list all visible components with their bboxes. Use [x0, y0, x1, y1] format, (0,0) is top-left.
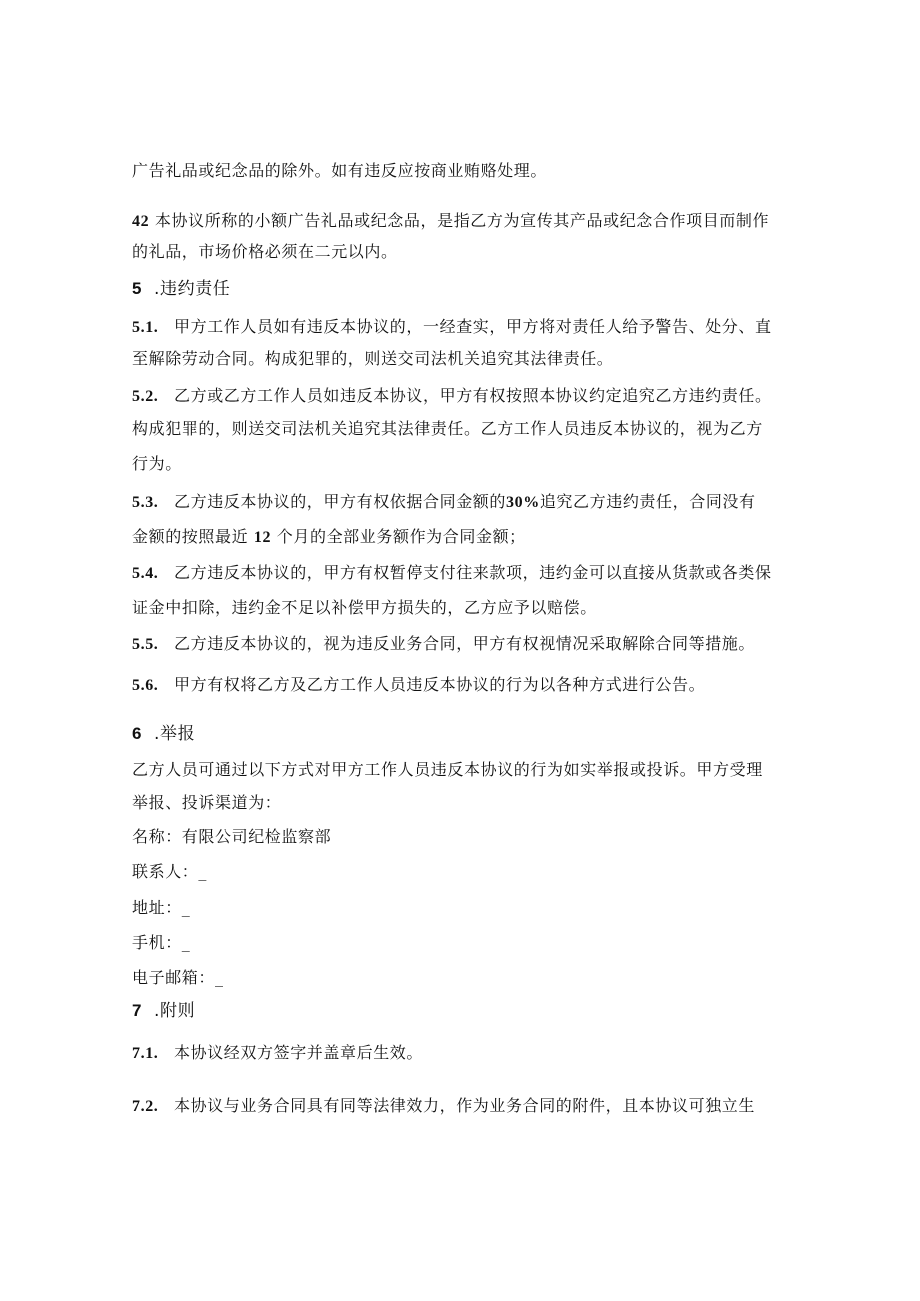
paragraph-line: 的礼品，市场价格必须在二元以内。 [132, 242, 398, 261]
paragraph-line: 行为。 [132, 454, 182, 473]
clause-4-2 [132, 210, 769, 233]
clause-5-2 [132, 385, 772, 408]
section-title: .举报 [154, 724, 196, 744]
paragraph-line: 构成犯罪的，则送交司法机关追究其法律责任。乙方工作人员违反本协议的，视为乙方 [132, 419, 763, 438]
section-heading-7 [132, 1000, 195, 1022]
clause-5-4 [132, 562, 772, 585]
clause-7-2 [132, 1095, 755, 1118]
section-heading-5 [132, 278, 230, 300]
clause-text: 本协议经双方签字并盖章后生效。 [174, 1043, 424, 1062]
percent-value: 30% [506, 494, 540, 511]
clause-number: 5.5. [132, 636, 159, 653]
paragraph-line: 证金中扣除，违约金不足以补偿甲方损失的，乙方应予以赔偿。 [132, 598, 597, 617]
clause-text: 本协议与业务合同具有同等法律效力，作为业务合同的附件，且本协议可独立生 [174, 1096, 756, 1115]
clause-text: 乙方违反本协议的，视为违反业务合同，甲方有权视情况采取解除合同等措施。 [174, 634, 756, 653]
clause-7-1 [132, 1042, 423, 1065]
paragraph-line: 广告礼品或纪念品的除外。如有违反应按商业贿赂处理。 [132, 161, 548, 180]
clause-number: 7.2. [132, 1098, 159, 1115]
clause-number: 5.3. [132, 494, 159, 511]
section-title: .附则 [154, 1001, 196, 1021]
clause-5-1 [132, 316, 772, 339]
section-number: 7 [132, 1001, 143, 1020]
paragraph-line: 举报、投诉渠道为： [132, 793, 282, 812]
section-heading-6 [132, 723, 195, 745]
phone-line: 手机：_ [132, 933, 191, 952]
clause-number: 42 [132, 213, 150, 230]
org-name-line: 名称：有限公司纪检监察部 [132, 827, 332, 846]
clause-number: 7.1. [132, 1045, 159, 1062]
section-number: 5 [132, 279, 143, 298]
clause-text: 乙方或乙方工作人员如违反本协议，甲方有权按照本协议约定追究乙方违约责任。 [174, 386, 772, 405]
months-value: 12 [253, 529, 272, 546]
clause-number: 5.1. [132, 319, 159, 336]
clause-number: 5.6. [132, 677, 159, 694]
clause-text: 甲方有权将乙方及乙方工作人员违反本协议的行为以各种方式进行公告。 [174, 675, 706, 694]
clause-number: 5.4. [132, 565, 159, 582]
section-title: .违约责任 [154, 279, 231, 299]
paragraph-line: 至解除劳动合同。构成犯罪的，则送交司法机关追究其法律责任。 [132, 349, 614, 368]
clause-text: 乙方违反本协议的，甲方有权暂停支付往来款项，违约金可以直接从货款或各类保 [174, 563, 772, 582]
clause-5-5 [132, 633, 755, 656]
paragraph-line: 金额的按照最近 12 个月的全部业务额作为合同金额； [132, 527, 526, 546]
clause-number: 5.2. [132, 388, 159, 405]
clause-text: 甲方工作人员如有违反本协议的，一经查实，甲方将对责任人给予警告、处分、直 [174, 317, 772, 336]
email-line: 电子邮箱：_ [132, 968, 224, 987]
clause-5-3: 5.3. 乙方违反本协议的，甲方有权依据合同金额的30%追究乙方违约责任，合同没有 [132, 491, 756, 514]
section-number: 6 [132, 724, 143, 743]
contact-line: 联系人：_ [132, 862, 208, 881]
paragraph-line: 乙方人员可通过以下方式对甲方工作人员违反本协议的行为如实举报或投诉。甲方受理 [132, 760, 763, 779]
address-line: 地址：_ [132, 898, 191, 917]
clause-text: 本协议所称的小额广告礼品或纪念品，是指乙方为宣传其产品或纪念合作项目而制作 [154, 211, 770, 230]
clause-5-6 [132, 674, 705, 697]
